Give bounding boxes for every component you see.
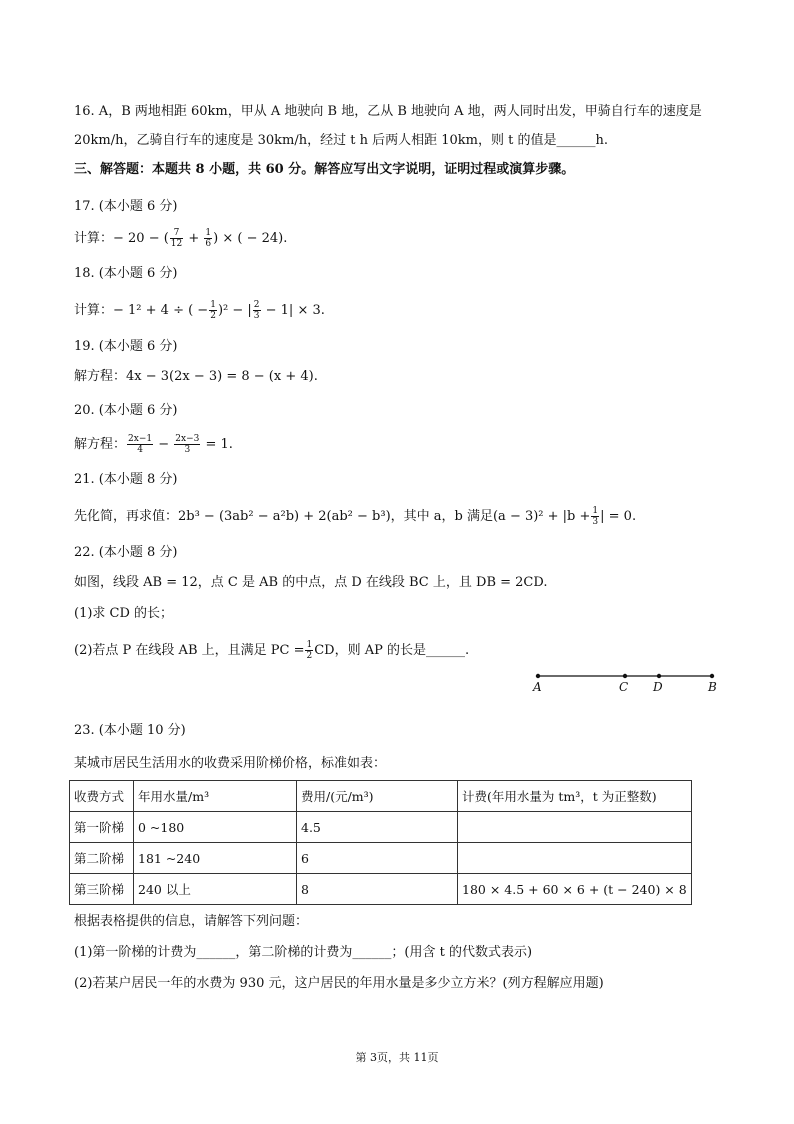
table-cell: 6 xyxy=(297,843,458,874)
table-header-cell: 年用水量/m³ xyxy=(134,781,297,812)
fraction: $\frac{2}{3}$ xyxy=(253,300,260,321)
q16-line2: 20km/h，乙骑自行车的速度是 30km/h，经过 t h 后两人相距 10km，则 t 的值是______h. xyxy=(74,133,608,148)
point-a xyxy=(536,674,540,678)
fraction: $\frac{1}{2}$ xyxy=(210,300,216,321)
q16-line1: 16. A，B 两地相距 60km，甲从 A 地驶向 B 地，乙从 B 地驶向 A 地，两人同时出发，甲骑自行车的速度是 xyxy=(74,104,702,119)
q21-expression: 先化简，再求值：2b³ − (3ab² − a²b) + 2(ab² − b³)，其中 a，b 满足(a − 3)² + |b + $\frac{1}{3}$ | = 0. xyxy=(74,506,637,527)
label-c: C xyxy=(619,680,629,694)
q22-statement: 如图，线段 AB = 12，点 C 是 AB 的中点，点 D 在线段 BC 上，且 DB = 2CD. xyxy=(74,575,548,590)
table-row xyxy=(70,843,692,874)
table-cell: 第三阶梯 xyxy=(70,874,134,905)
q18-expression: 计算：− 1² + 4 ÷ ( − $\frac{1}{2}$ )² − | $\frac{2}{3}$ − 1| × 3. xyxy=(74,300,325,321)
table-cell: 0 ~180 xyxy=(134,812,297,843)
section-heading: 三、解答题：本题共 8 小题，共 60 分。解答应写出文字说明，证明过程或演算步骤。 xyxy=(74,162,575,177)
table-cell xyxy=(458,843,692,874)
q21-heading: 21. (本小题 8 分) xyxy=(74,472,178,487)
table-row xyxy=(70,812,692,843)
q18-heading: 18. (本小题 6 分) xyxy=(74,266,178,281)
table-header-cell: 收费方式 xyxy=(70,781,134,812)
segment-diagram xyxy=(528,668,718,694)
q22-part2: (2)若点 P 在线段 AB 上，且满足 PC = $\frac{1}{2}$ CD，则 AP 的长是______. xyxy=(74,640,470,661)
table-cell: 4.5 xyxy=(297,812,458,843)
label-a: A xyxy=(533,680,542,694)
table-header-row xyxy=(70,781,692,812)
fraction: $\frac{1}{3}$ xyxy=(592,506,599,527)
table-header-cell: 计费(年用水量为 tm³，t 为正整数) xyxy=(458,781,692,812)
table-cell xyxy=(458,812,692,843)
fraction: $\frac{1}{6}$ xyxy=(205,228,212,249)
label-d: D xyxy=(653,680,663,694)
q17-heading: 17. (本小题 6 分) xyxy=(74,199,178,214)
page-footer: 第 3页，共 11页 xyxy=(355,1051,439,1064)
table-row xyxy=(70,874,692,905)
table-cell: 180 × 4.5 + 60 × 6 + (t − 240) × 8 xyxy=(458,874,692,905)
q22-heading: 22. (本小题 8 分) xyxy=(74,545,178,560)
q23-after-table: 根据表格提供的信息，请解答下列问题： xyxy=(74,914,309,929)
q23-part2: (2)若某户居民一年的水费为 930 元，这户居民的年用水量是多少立方米？(列方程解应用题) xyxy=(74,976,604,991)
table-header-cell: 费用/(元/m³) xyxy=(297,781,458,812)
table-cell: 8 xyxy=(297,874,458,905)
q23-intro: 某城市居民生活用水的收费采用阶梯价格，标准如表： xyxy=(74,756,387,771)
point-b xyxy=(710,674,714,678)
table-cell: 第一阶梯 xyxy=(70,812,134,843)
q23-heading: 23. (本小题 10 分) xyxy=(74,723,186,738)
fraction: $\frac{2x-1}{4}$ xyxy=(128,434,153,455)
table-cell: 第二阶梯 xyxy=(70,843,134,874)
q22-part1: (1)求 CD 的长； xyxy=(74,606,174,621)
q20-heading: 20. (本小题 6 分) xyxy=(74,403,178,418)
label-b: B xyxy=(708,680,717,694)
q23-part1: (1)第一阶梯的计费为______，第二阶梯的计费为______；(用含 t 的代数式表示) xyxy=(74,945,533,960)
fraction: $\frac{7}{12}$ xyxy=(170,228,183,249)
fraction: $\frac{1}{2}$ xyxy=(306,640,313,661)
q19-heading: 19. (本小题 6 分) xyxy=(74,339,178,354)
point-d xyxy=(657,674,661,678)
fraction: $\frac{2x-3}{3}$ xyxy=(175,434,200,455)
water-fee-table xyxy=(69,780,692,905)
q19-equation: 解方程：4x − 3(2x − 3) = 8 − (x + 4). xyxy=(74,369,318,384)
q20-equation: 解方程： $\frac{2x-1}{4}$ − $\frac{2x-3}{3}$ = 1. xyxy=(74,434,233,455)
point-c xyxy=(623,674,627,678)
table-cell: 240 以上 xyxy=(134,874,297,905)
q17-expression: 计算：− 20 − ( $\frac{7}{12}$ + $\frac{1}{6}$ ) × ( − 24). xyxy=(74,228,288,249)
table-cell: 181 ~240 xyxy=(134,843,297,874)
